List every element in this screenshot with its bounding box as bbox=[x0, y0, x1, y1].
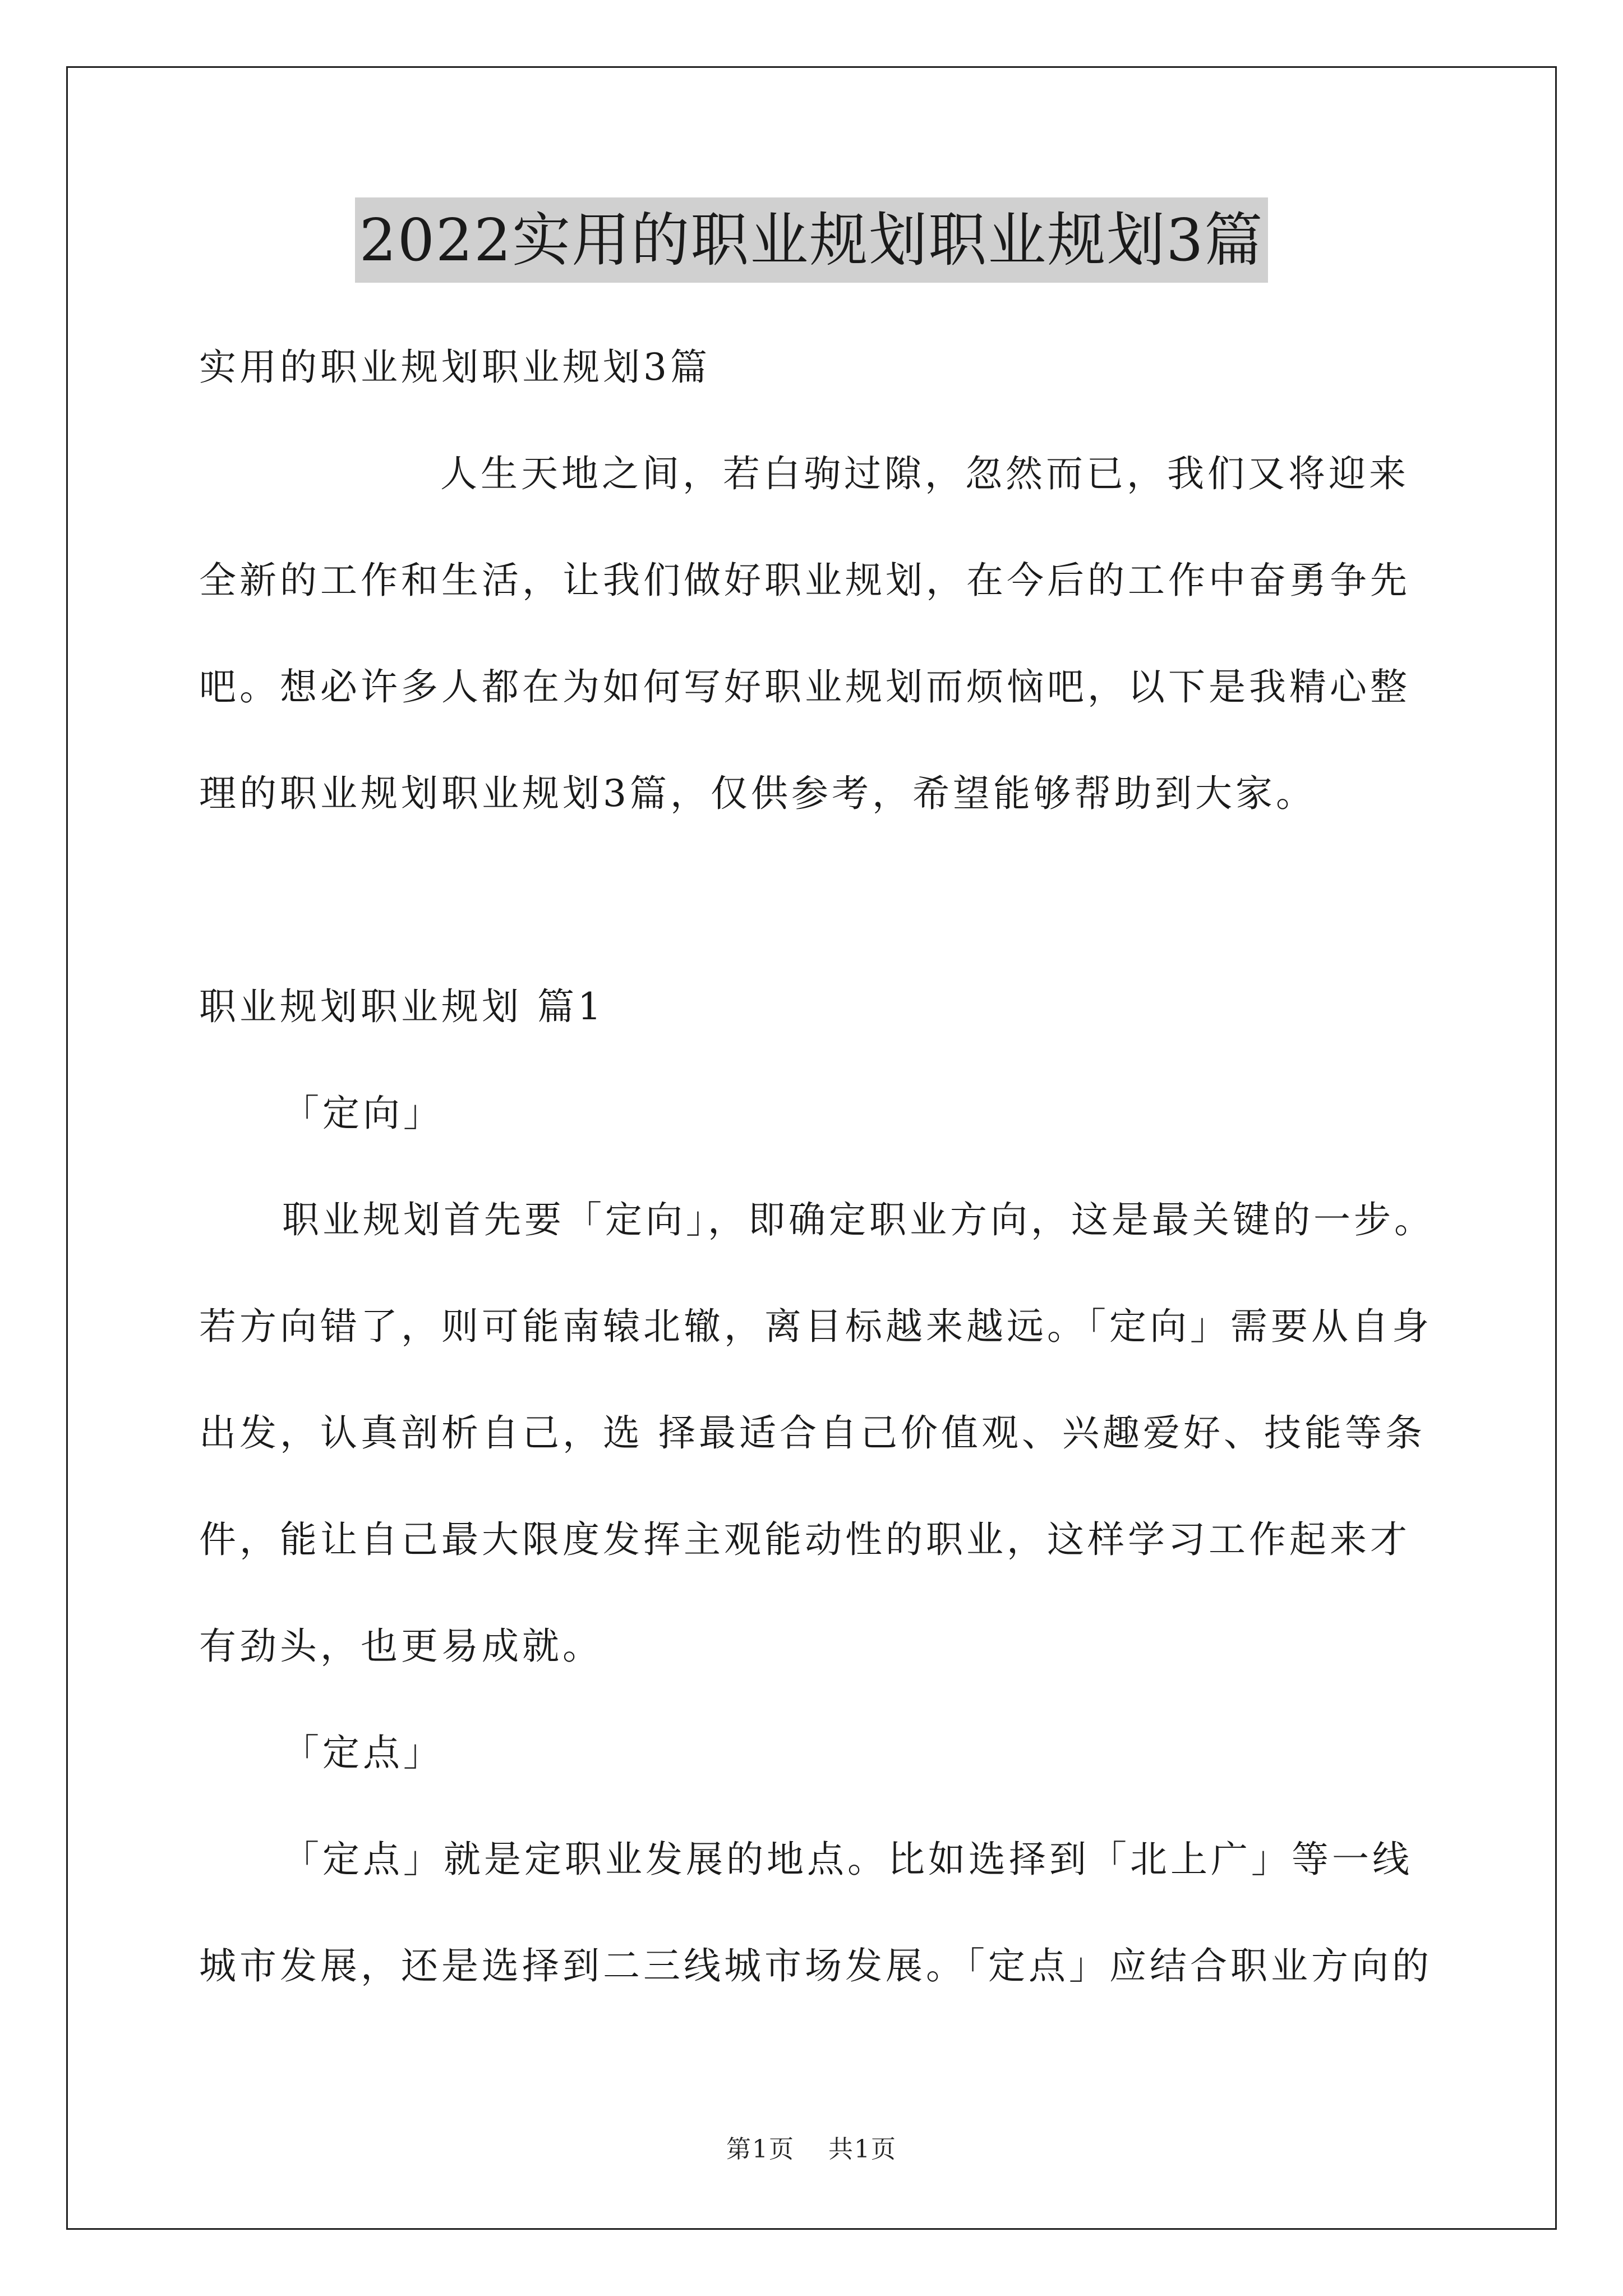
paragraph-line: 出发，认真剖析自己，选 择最适合自己价值观、兴趣爱好、技能等条 bbox=[199, 1411, 1426, 1455]
paragraph-line: 理的职业规划职业规划3篇，仅供参考，希望能够帮助到大家。 bbox=[199, 772, 1316, 815]
title-container bbox=[0, 197, 1623, 283]
page-number: 第1页 bbox=[726, 2135, 795, 2164]
document-title: 2022实用的职业规划职业规划3篇 bbox=[355, 197, 1269, 283]
page-total: 共1页 bbox=[828, 2135, 897, 2164]
document-body bbox=[199, 314, 1461, 2019]
section-heading: 职业规划职业规划 篇1 bbox=[199, 985, 605, 1028]
page-footer bbox=[0, 2129, 1623, 2165]
subtitle-line: 实用的职业规划职业规划3篇 bbox=[199, 346, 711, 389]
paragraph-line: 城市发展，还是选择到二三线城市场发展。「定点」应结合职业方向的 bbox=[199, 1944, 1432, 1987]
paragraph-line: 有劲头，也更易成就。 bbox=[199, 1625, 603, 1668]
paragraph-line: 职业规划首先要「定向」，即确定职业方向，这是最关键的一步。 bbox=[282, 1198, 1435, 1241]
paragraph-line: 件，能让自己最大限度发挥主观能动性的职业，这样学习工作起来才 bbox=[199, 1518, 1410, 1561]
paragraph-line: 若方向错了，则可能南辕北辙，离目标越来越远。「定向」需要从自身 bbox=[199, 1305, 1432, 1348]
paragraph-line: 人生天地之间，若白驹过隙，忽然而已，我们又将迎来 bbox=[440, 452, 1409, 495]
subsection-heading: 「定点」 bbox=[282, 1731, 444, 1774]
paragraph-gap bbox=[199, 847, 1461, 954]
paragraph-line: 吧。想必许多人都在为如何写好职业规划而烦恼吧，以下是我精心整 bbox=[199, 665, 1410, 708]
paragraph-line: 「定点」就是定职业发展的地点。比如选择到「北上广」等一线 bbox=[282, 1838, 1413, 1881]
paragraph-line: 全新的工作和生活，让我们做好职业规划，在今后的工作中奋勇争先 bbox=[199, 559, 1410, 602]
subsection-heading: 「定向」 bbox=[282, 1092, 444, 1135]
